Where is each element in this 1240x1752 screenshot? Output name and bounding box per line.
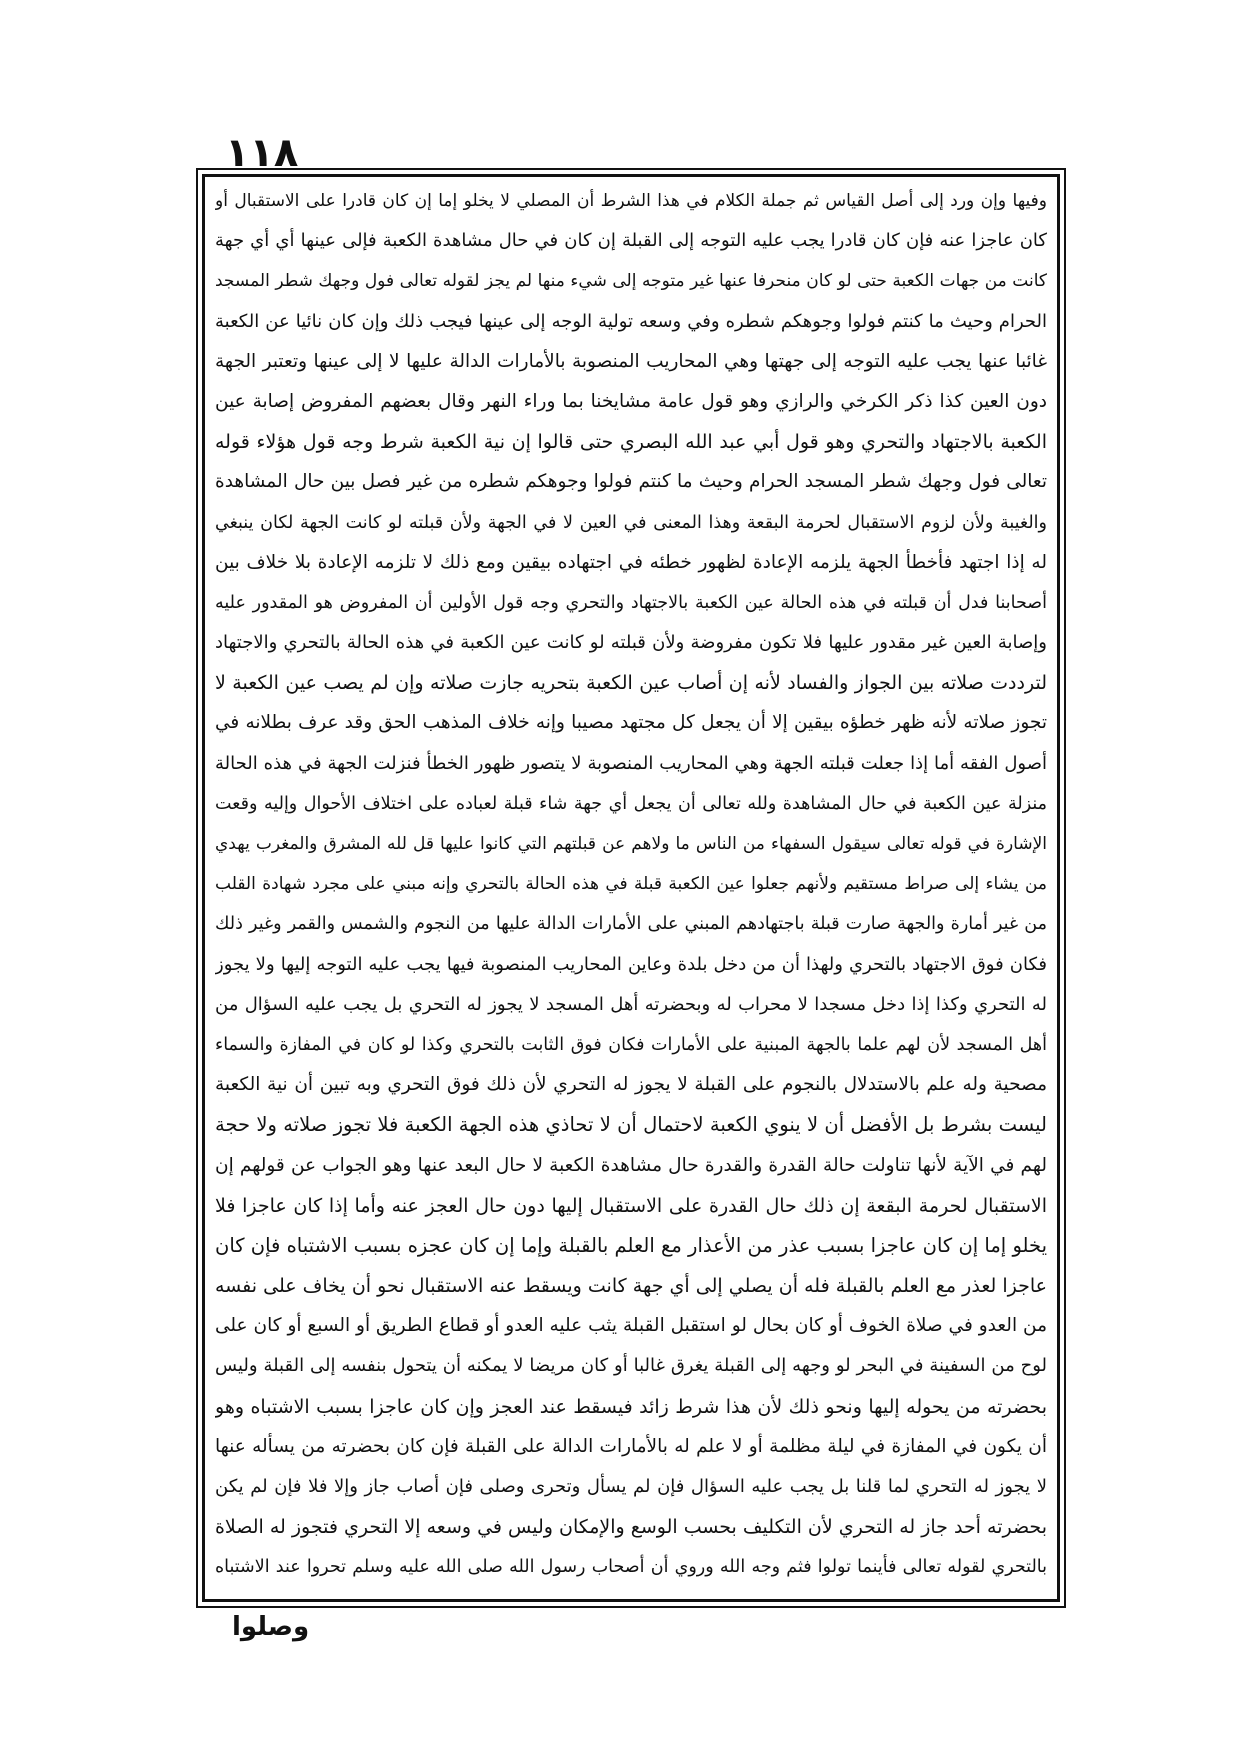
- text-line: والغيبة ولأن لزوم الاستقبال لحرمة البقعة وهذا المعنى في العين لا في الجهة ولأن قبلته لو كانت الجهة لكان ينبغي: [215, 512, 1047, 533]
- main-text: [215, 181, 1047, 1588]
- text-line: تجوز صلاته لأنه ظهر خطؤه بيقين إلا أن يجعل كل مجتهد مصيبا وإنه خلاف المذهب الحق وقد عرف بطلانه في: [215, 712, 1047, 734]
- text-line: له التحري وكذا إذا دخل مسجدا لا محراب له وبحضرته أهل المسجد لا يجوز له التحري بل يجب عليه السؤال من: [215, 993, 1047, 1015]
- text-line: من غير أمارة والجهة صارت قبلة باجتهادهم المبني على الأمارات الدالة عليها من النجوم والشمس والقمر وغير ذلك: [215, 914, 1047, 935]
- text-line: الاستقبال لحرمة البقعة إن ذلك حال القدرة على الاستقبال إليها دون حال العجز عنه وأما إذا كان عاجزا فلا: [215, 1194, 1047, 1217]
- text-line: كان عاجزا عنه فإن كان قادرا يجب عليه التوجه إلى القبلة إن كان في حال مشاهدة الكعبة فإلى عينها أي أي جهة: [215, 230, 1047, 252]
- text-line: فكان فوق الاجتهاد بالتحري ولهذا أن من دخل بلدة وعاين المحاريب المنصوبة فيها يجب عليه التوجه إليها ولا يجوز: [215, 953, 1047, 975]
- text-line: لوح من السفينة في البحر لو وجهه إلى القبلة يغرق غالبا أو كان مريضا لا يمكنه أن يتحول بنفسه إلى القبلة وليس: [215, 1355, 1047, 1377]
- text-line: كانت من جهات الكعبة حتى لو كان منحرفا عنها غير متوجه إلى شيء منها لم يجز لقوله تعالى فول وجهك شطر المسجد: [215, 271, 1047, 292]
- text-line: أهل المسجد لأن لهم علما بالجهة المبنية على الأمارات فكان فوق الثابت بالتحري وكذا لو كان في المفازة والسماء: [215, 1034, 1047, 1055]
- text-line: أصحابنا فدل أن قبلته في هذه الحالة عين الكعبة بالاجتهاد والتحري وجه قول الأولين أن المفروض هو المقدور عليه: [215, 592, 1047, 613]
- text-line: له إذا اجتهد فأخطأ الجهة يلزمه الإعادة لظهور خطئه في اجتهاده بيقين ومع ذلك لا تلزمه الإعادة بلا خلاف بين: [215, 551, 1047, 573]
- text-line: الكعبة بالاجتهاد والتحري وهو قول أبي عبد الله البصري حتى قالوا إن نية الكعبة شرط وجه قول هؤلاء قوله: [215, 431, 1047, 454]
- text-line: الحرام وحيث ما كنتم فولوا وجوهكم شطره وفي وسعه تولية الوجه إلى عينها فيجب ذلك وإن كان نائيا عن الكعبة: [215, 310, 1047, 332]
- text-line: الإشارة في قوله تعالى سيقول السفهاء من الناس ما ولاهم عن قبلتهم التي كانوا عليها قل لله المشرق والمغرب يهدي: [215, 834, 1047, 854]
- text-line: منزلة عين الكعبة في حال المشاهدة ولله تعالى أن يجعل أي جهة شاء قبلة لعباده على اختلاف الأحوال وإليه وقعت: [215, 793, 1047, 814]
- text-line: من يشاء إلى صراط مستقيم ولأنهم جعلوا عين الكعبة قبلة في هذه الحالة بالتحري وإنه مبني على مجرد شهادة القلب: [215, 874, 1047, 895]
- text-line: ليست بشرط بل الأفضل أن لا ينوي الكعبة لاحتمال أن لا تحاذي هذه الجهة الكعبة فلا تجوز صلاته ولا حجة: [215, 1113, 1047, 1137]
- page-number: ١١٨: [225, 130, 299, 176]
- text-frame: [202, 174, 1060, 1602]
- text-line: أن يكون في المفازة في ليلة مظلمة أو لا علم له بالأمارات الدالة على القبلة فإن كان بحضرته من يسأله عنها: [215, 1435, 1047, 1457]
- text-line: وإصابة العين غير مقدور عليها فلا تكون مفروضة ولأن قبلته لو كانت عين الكعبة في هذه الحالة بالتحري والاجتهاد: [215, 632, 1047, 654]
- text-line: غائبا عنها يجب عليه التوجه إلى جهتها وهي المحاريب المنصوبة بالأمارات الدالة عليها لا إلى عينها وتعتبر الجهة: [215, 350, 1047, 372]
- text-line: عاجزا لعذر مع العلم بالقبلة فله أن يصلي إلى أي جهة كانت ويسقط عنه الاستقبال نحو أن يخاف على نفسه: [215, 1275, 1047, 1298]
- catchword: وصلوا: [232, 1612, 310, 1642]
- text-line: بحضرته من يحوله إليها ونحو ذلك لأن هذا شرط زائد فيسقط عند العجز وإن كان عاجزا بسبب الاشتباه وهو: [215, 1395, 1047, 1418]
- text-line: لهم في الآية لأنها تناولت حالة القدرة والقدرة حال مشاهدة الكعبة لا حال البعد عنها وهو الجواب عن قولهم إن: [215, 1154, 1047, 1176]
- text-line: وفيها وإن ورد إلى أصل القياس ثم جملة الكلام في هذا الشرط أن المصلي لا يخلو إما إن كان قادرا على الاستقبال أو: [215, 191, 1047, 211]
- text-line: لا يجوز له التحري لما قلنا بل يجب عليه السؤال فإن لم يسأل وتحرى وصلى فإن أصاب جاز وإلا فلا فإن لم يكن: [215, 1476, 1047, 1497]
- page-frame: [196, 168, 1066, 1608]
- text-line: بالتحري لقوله تعالى فأينما تولوا فثم وجه الله وروي أن أصحاب رسول الله صلى الله عليه وسلم تحروا عند الاشتباه: [215, 1557, 1047, 1578]
- text-line: يخلو إما إن كان عاجزا بسبب عذر من الأعذار مع العلم بالقبلة وإما إن كان عجزه بسبب الاشتباه فإن كان: [215, 1233, 1047, 1257]
- text-line: مصحية وله علم بالاستدلال بالنجوم على القبلة لا يجوز له التحري لأن ذلك فوق التحري وبه تبين أن نية الكعبة: [215, 1074, 1047, 1096]
- text-line: تعالى فول وجهك شطر المسجد الحرام وحيث ما كنتم فولوا وجوهكم شطره من غير فصل بين حال المشاهدة: [215, 471, 1047, 493]
- text-line: بحضرته أحد جاز له التحري لأن التكليف بحسب الوسع والإمكان وليس في وسعه إلا التحري فتجوز له الصلاة: [215, 1516, 1047, 1539]
- text-line: أصول الفقه أما إذا جعلت قبلته الجهة وهي المحاريب المنصوبة لا يتصور ظهور الخطأ فنزلت الجهة في هذه الحالة: [215, 752, 1047, 774]
- text-line: من العدو في صلاة الخوف أو كان بحال لو استقبل القبلة يثب عليه العدو أو قطاع الطريق أو السبع أو كان على: [215, 1315, 1047, 1337]
- text-line: دون العين كذا ذكر الكرخي والرازي وهو قول عامة مشايخنا بما وراء النهر وقال بعضهم المفروض إصابة عين: [215, 390, 1047, 412]
- text-line: لترددت صلاته بين الجواز والفساد لأنه إن أصاب عين الكعبة بتحريه جازت صلاته وإن لم يصب عين الكعبة لا: [215, 672, 1047, 695]
